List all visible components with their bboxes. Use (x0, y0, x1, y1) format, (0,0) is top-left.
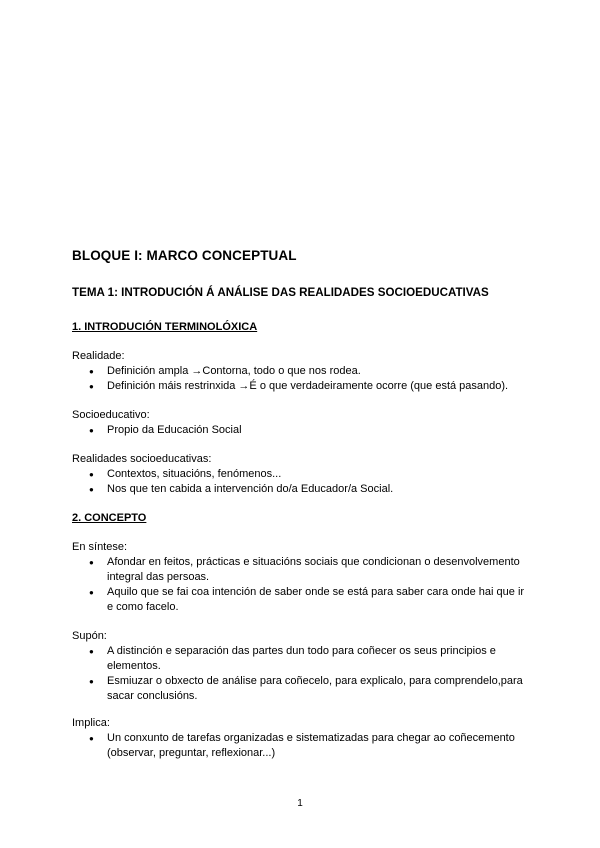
section-2-heading: 2. CONCEPTO (72, 512, 147, 524)
en-sintese-label: En síntese: (72, 541, 128, 553)
block-title: BLOQUE I: MARCO CONCEPTUAL (72, 248, 297, 263)
socioeducativo-label: Socioeducativo: (72, 409, 150, 421)
list-item: ● Definición ampla →Contorna, todo o que nos rodea. (72, 364, 532, 379)
list-item: ● A distinción e separación das partes dun todo para coñecer os seus principios e elementos. (72, 644, 532, 674)
list-item: ● Contextos, situacións, fenómenos... (72, 467, 532, 482)
realidades-socioeducativas-list (72, 467, 532, 497)
list-item: ● Propio da Educación Social (72, 423, 532, 438)
supon-label: Supón: (72, 630, 107, 642)
realidades-socioeducativas-label: Realidades socioeducativas: (72, 453, 212, 465)
tema-title: TEMA 1: INTRODUCIÓN Á ANÁLISE DAS REALIDADES SOCIOEDUCATIVAS (72, 286, 489, 299)
socioeducativo-list (72, 423, 532, 438)
list-item: ● Afondar en feitos, prácticas e situacións sociais que condicionan o desenvolvemento integral das persoas. (72, 555, 532, 585)
page-number: 1 (297, 798, 303, 809)
list-item: ● Un conxunto de tarefas organizadas e sistematizadas para chegar ao coñecemento (observar, preguntar, reflexionar...) (72, 731, 532, 761)
list-item: ● Definición máis restrinxida →É o que verdadeiramente ocorre (que está pasando). (72, 379, 532, 394)
implica-list (72, 731, 532, 761)
list-item: ● Esmiuzar o obxecto de análise para coñecelo, para explicalo, para comprendelo,para sacar conclusións. (72, 674, 532, 704)
en-sintese-list (72, 555, 532, 615)
section-1-heading: 1. INTRODUCIÓN TERMINOLÓXICA (72, 321, 258, 333)
realidade-label: Realidade: (72, 350, 125, 362)
realidade-list (72, 364, 532, 394)
supon-list (72, 644, 532, 704)
list-item: ● Aquilo que se fai coa intención de saber onde se está para saber cara onde hai que ir e como facelo. (72, 585, 532, 615)
list-item: ● Nos que ten cabida a intervención do/a Educador/a Social. (72, 482, 532, 497)
implica-label: Implica: (72, 717, 110, 729)
